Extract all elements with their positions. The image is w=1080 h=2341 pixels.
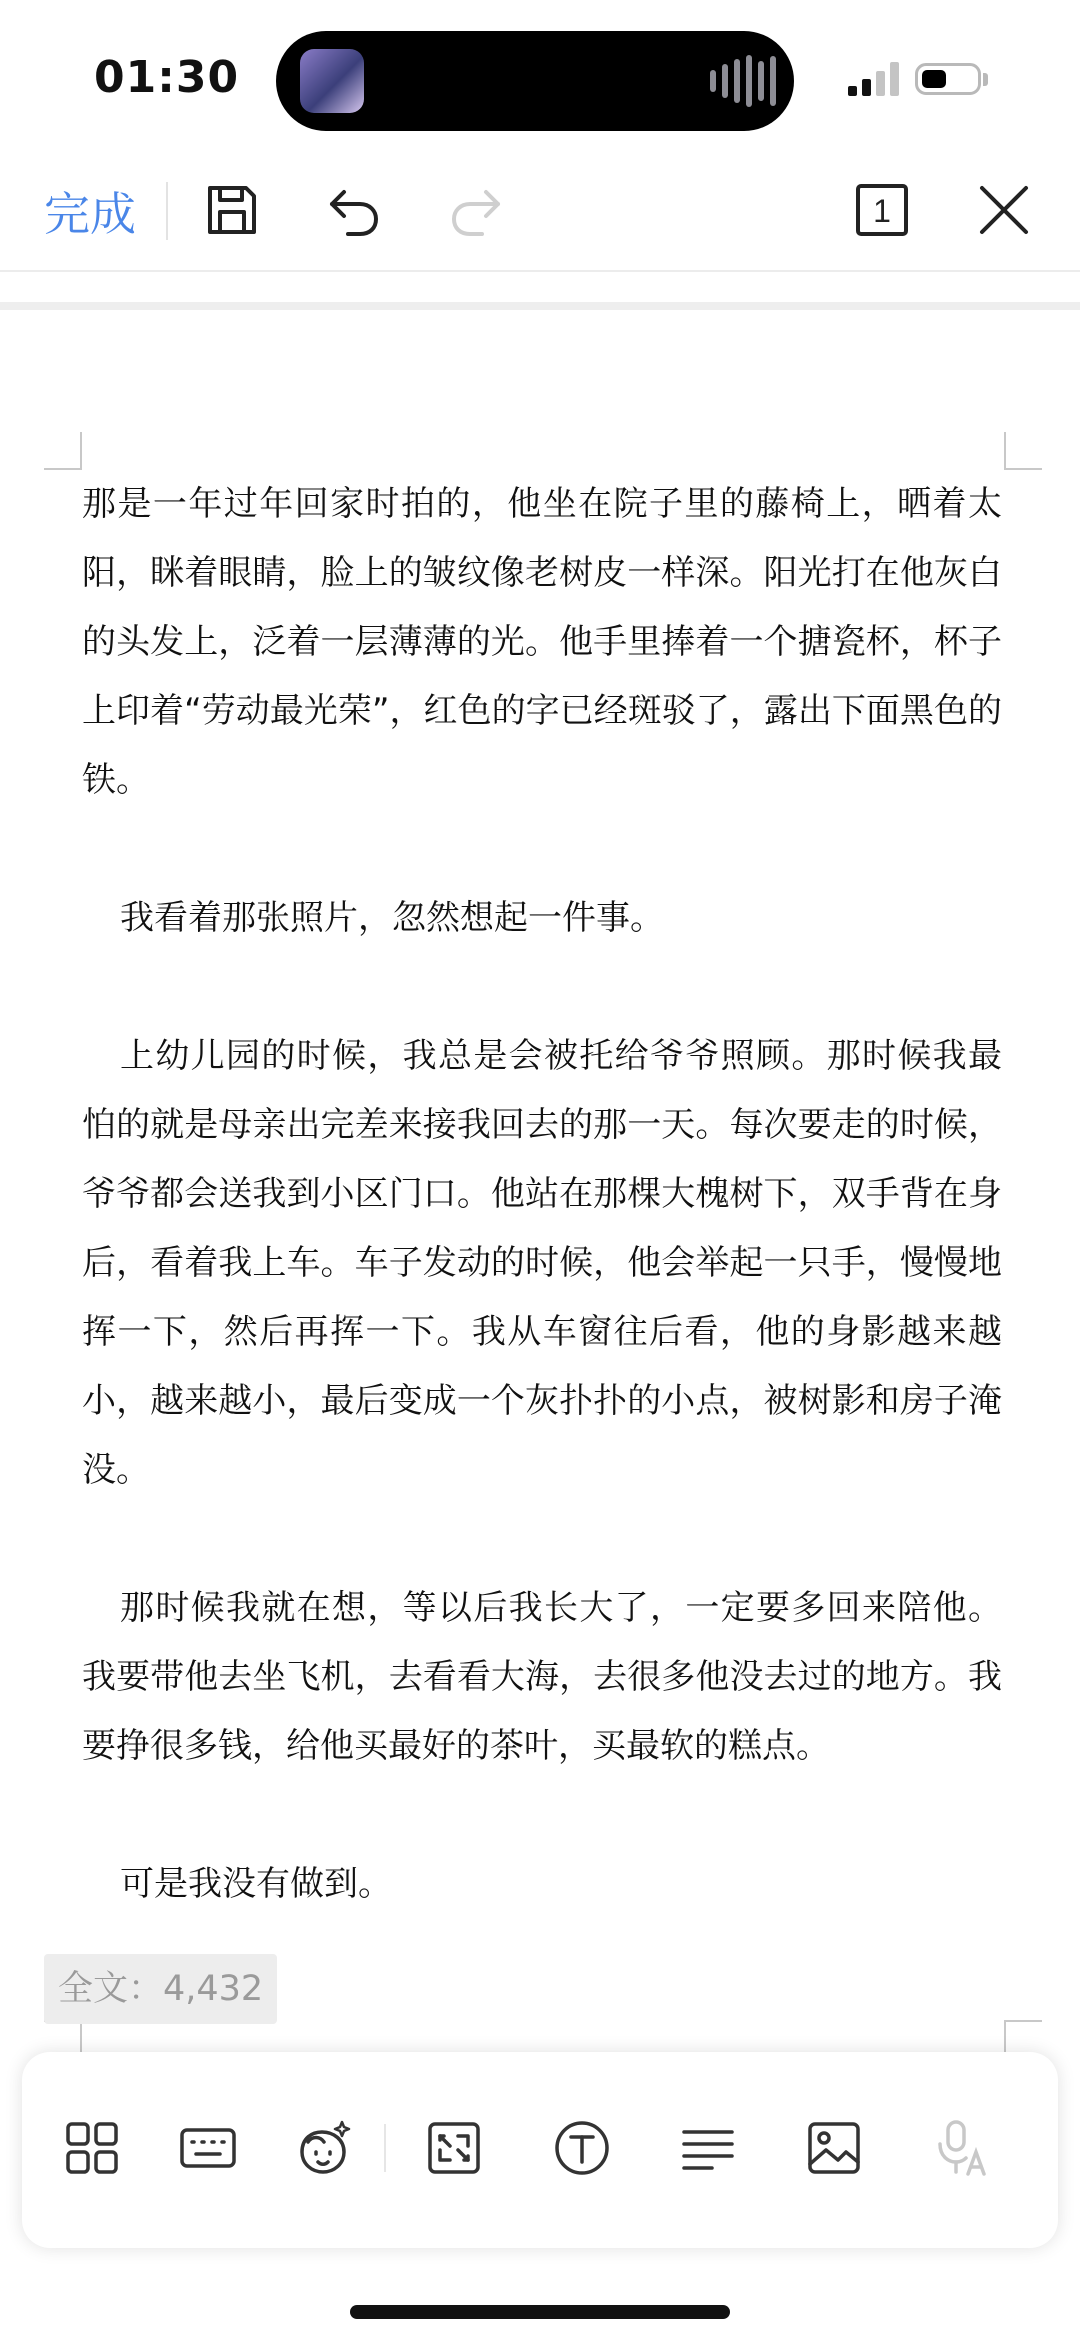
bottom-tool-panel: [22, 2052, 1058, 2248]
word-count-badge[interactable]: 全文：4,432: [44, 1954, 277, 2024]
close-icon[interactable]: [972, 178, 1036, 242]
insert-image-icon[interactable]: [804, 2118, 864, 2178]
editor-toolbar: [0, 160, 1080, 270]
ai-assistant-icon[interactable]: [294, 2118, 354, 2178]
paragraph[interactable]: 我看着那张照片，忽然想起一件事。: [120, 898, 664, 938]
panel-divider: [384, 2124, 386, 2172]
voice-input-icon[interactable]: [930, 2118, 990, 2178]
paragraph[interactable]: 那时候我就在想，等以后我长大了，一定要多回来陪他。我要带他去坐飞机，去看看大海，去很多他没去过的地方。我要挣很多钱，给他买最好的茶叶，买最软的糕点。: [82, 1588, 1002, 1766]
page-corner-top-left: [44, 432, 82, 470]
cellular-signal-icon: [848, 62, 899, 96]
status-bar: [0, 0, 1080, 160]
home-indicator[interactable]: [350, 2305, 730, 2319]
paragraph[interactable]: 那是一年过年回家时拍的，他坐在院子里的藤椅上，晒着太阳，眯着眼睛，脸上的皱纹像老树皮一样深。阳光打在他灰白的头发上，泛着一层薄薄的光。他手里捧着一个搪瓷杯，杯子上印着“劳动最光荣”，红色的字已经斑驳了，露出下面黑色的铁。: [82, 484, 1002, 800]
redo-icon[interactable]: [444, 178, 508, 242]
now-playing-app-icon: [300, 49, 364, 113]
page-corner-top-right: [1004, 432, 1042, 470]
text-format-icon[interactable]: [552, 2118, 612, 2178]
status-time: 01:30: [94, 52, 240, 103]
paragraph[interactable]: 可是我没有做到。: [120, 1864, 392, 1904]
battery-cap: [983, 73, 988, 86]
paragraph-align-icon[interactable]: [678, 2118, 738, 2178]
done-button[interactable]: 完成: [44, 187, 136, 241]
apps-grid-icon[interactable]: [62, 2118, 122, 2178]
keyboard-icon[interactable]: [178, 2118, 238, 2178]
dynamic-island[interactable]: [276, 31, 794, 131]
toolbar-divider: [166, 182, 168, 240]
toolbar-separator: [0, 302, 1080, 310]
page-count-icon[interactable]: [850, 178, 914, 242]
document-body[interactable]: [82, 470, 1002, 1988]
toolbar-border: [0, 270, 1080, 272]
paragraph[interactable]: 上幼儿园的时候，我总是会被托给爷爷照顾。那时候我最怕的就是母亲出完差来接我回去的那一天。每次要走的时候，爷爷都会送我到小区门口。他站在那棵大槐树下，双手背在身后，看着我上车。车子发动的时候，他会举起一只手，慢慢地挥一下，然后再挥一下。我从车窗往后看，他的身影越来越小，越来越小，最后变成一个灰扑扑的小点，被树影和房子淹没。: [82, 1036, 1002, 1490]
battery-icon: [915, 63, 981, 95]
audio-waveform-icon: [710, 55, 776, 107]
save-icon[interactable]: [200, 178, 264, 242]
fullscreen-icon[interactable]: [424, 2118, 484, 2178]
page-count-label: 1: [873, 193, 891, 229]
undo-icon[interactable]: [322, 178, 386, 242]
